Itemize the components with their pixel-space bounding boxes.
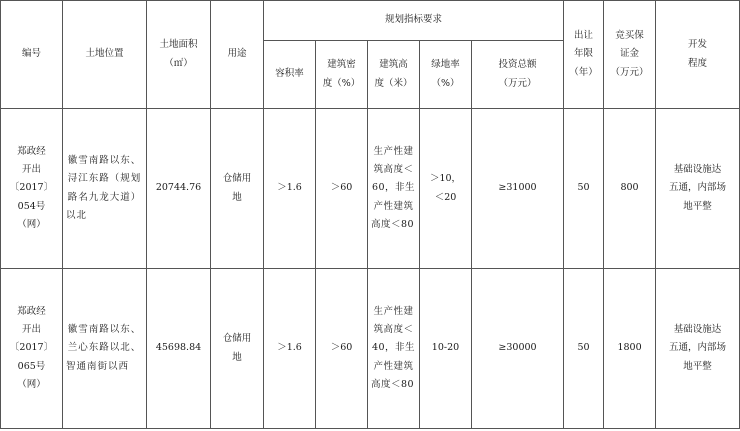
cell-term: 50: [564, 269, 604, 429]
cell-investment: ≥31000: [472, 109, 564, 269]
cell-green: ＞10， ＜20: [420, 109, 472, 269]
cell-height: 生产性建筑高度＜60，非生产性建筑高度＜80: [368, 109, 420, 269]
cell-deposit: 1800: [604, 269, 656, 429]
cell-id: 郑政经 开出 〔2017〕 054号 （网）: [1, 109, 63, 269]
cell-green: 10-20: [420, 269, 472, 429]
header-green: 绿地率 （%）: [420, 41, 472, 109]
cell-far: ＞1.6: [264, 269, 316, 429]
cell-use: 仓储用 地: [211, 109, 264, 269]
cell-investment: ≥30000: [472, 269, 564, 429]
header-planning-group: 规划指标要求: [264, 1, 564, 41]
header-location: 土地位置: [63, 1, 147, 109]
cell-dev: 基础设施达 五通，内部场 地平整: [656, 269, 740, 429]
cell-term: 50: [564, 109, 604, 269]
header-density: 建筑密 度（%）: [316, 41, 368, 109]
header-area: 土地面积 （㎡）: [147, 1, 211, 109]
cell-dev: 基础设施达 五通，内部场 地平整: [656, 109, 740, 269]
cell-location: 徽雪南路以东、兰心东路以北、智通南街以西: [63, 269, 147, 429]
cell-area: 20744.76: [147, 109, 211, 269]
header-far: 容积率: [264, 41, 316, 109]
cell-density: ＞60: [316, 269, 368, 429]
cell-location: 徽雪南路以东、浔江东路（规划路名九龙大道）以北: [63, 109, 147, 269]
cell-area: 45698.84: [147, 269, 211, 429]
cell-far: ＞1.6: [264, 109, 316, 269]
cell-height: 生产性建筑高度＜40，非生产性建筑高度＜80: [368, 269, 420, 429]
cell-density: ＞60: [316, 109, 368, 269]
cell-id: 郑政经 开出 〔2017〕 065号 （网）: [1, 269, 63, 429]
header-height: 建筑高 度（米）: [368, 41, 420, 109]
cell-use: 仓储用 地: [211, 269, 264, 429]
table-row: [1, 269, 740, 429]
header-investment: 投资总额 （万元）: [472, 41, 564, 109]
table-row: [1, 109, 740, 269]
header-use: 用途: [211, 1, 264, 109]
header-term: 出让 年限 （年）: [564, 1, 604, 109]
header-deposit: 竞买保 证金 （万元）: [604, 1, 656, 109]
header-id: 编号: [1, 1, 63, 109]
header-dev: 开发 程度: [656, 1, 740, 109]
cell-deposit: 800: [604, 109, 656, 269]
